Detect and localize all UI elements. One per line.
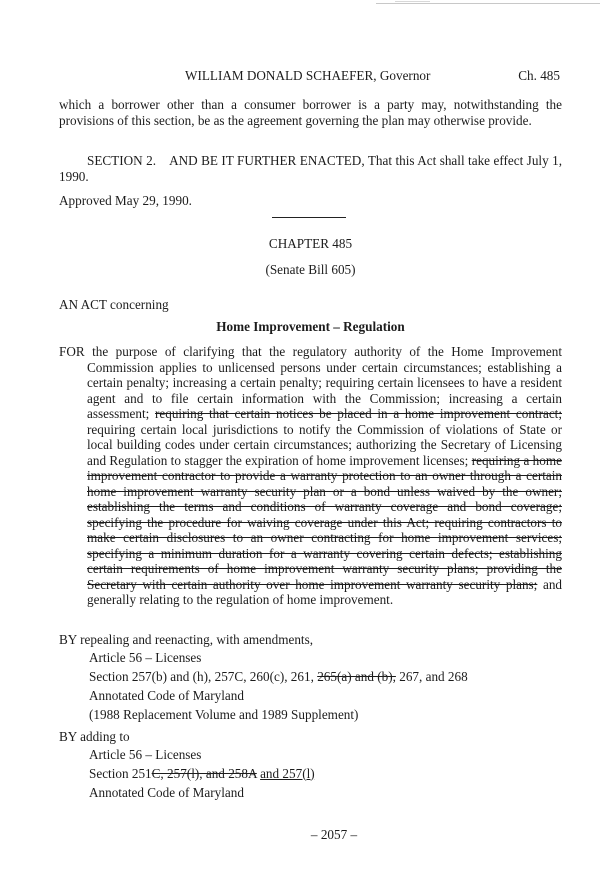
header-chapter-ref: Ch. 485 [518, 68, 560, 83]
repealing-section-prefix: Section 257(b) and (h), 257C, 260(c), 261, [89, 668, 314, 684]
subject-block [59, 319, 562, 335]
intro-paragraph-block [59, 97, 562, 128]
chapter-bill: (Senate Bill 605) [265, 262, 356, 277]
act-concerning: AN ACT concerning [59, 297, 169, 312]
adding-section-underlined: and 257(l) [260, 765, 315, 781]
adding-block [59, 729, 562, 802]
top-scan-line-short [395, 1, 430, 2]
section-2-paragraph [59, 153, 562, 184]
section-2-label: SECTION 2. [87, 153, 157, 168]
repealing-block [59, 632, 562, 724]
repealing-code: Annotated Code of Maryland [89, 687, 244, 703]
adding-section-prefix: Section 251 [89, 765, 152, 781]
chapter-bill-block [59, 262, 562, 278]
adding-article: Article 56 – Licenses [89, 746, 202, 762]
page-number: – 2057 – [310, 827, 358, 842]
act-concerning-block [59, 297, 562, 313]
repealing-section-struck: 265(a) and (b), [317, 668, 396, 684]
chapter-title-block [59, 236, 562, 252]
repealing-article: Article 56 – Licenses [89, 649, 202, 665]
header-governor: WILLIAM DONALD SCHAEFER, Governor [185, 68, 431, 83]
adding-section [89, 764, 562, 783]
purpose-paragraph [59, 344, 562, 608]
section-divider [272, 217, 346, 218]
act-subject: Home Improvement – Regulation [216, 319, 405, 334]
approved-date: Approved May 29, 1990. [59, 193, 192, 208]
purpose-text-1: the purpose of clarifying that the regulatory authority of the Home Improvement Commission applies to unlicensed persons under certain circumstances; establishing a certain penalty; increasing a certain penalty; requiring certain licensees to have a resident agent and to file certain information with the Commission; increasing a certain assessment; [87, 344, 563, 421]
section-2-block [59, 153, 562, 184]
repealing-section [89, 667, 562, 686]
chapter-title: CHAPTER 485 [268, 236, 353, 251]
section-2-text: AND BE IT FURTHER ENACTED, That this Act shall take effect July 1, 1990. [59, 153, 563, 184]
purpose-text-3: and generally relating to the regulation of home improvement. [87, 576, 563, 607]
purpose-block [59, 344, 562, 608]
adding-section-struck: C, 257(l), and 258A [151, 765, 257, 781]
intro-paragraph: which a borrower other than a consumer borrower is a party may, notwithstanding the provisions of this section, be as the agreement governing the plan may otherwise provide. [59, 97, 562, 128]
repealing-section-suffix: 267, and 268 [399, 668, 468, 684]
purpose-lead: FOR [59, 344, 85, 359]
purpose-struck-1: requiring that certain notices be placed in a home improvement contract; [154, 406, 562, 421]
repealing-volume: (1988 Replacement Volume and 1989 Supplement) [89, 706, 359, 722]
approved-block [59, 193, 562, 209]
purpose-text-2: requiring certain local jurisdictions to notify the Commission of violations of State or local building codes under certain circumstances; authorizing the Secretary of Licensing and Regulation to stagger the expiration of home improvement licenses; [87, 421, 562, 468]
repealing-lead: BY repealing and reenacting, with amendments, [59, 632, 314, 647]
top-scan-line [376, 3, 600, 4]
running-header [59, 68, 562, 84]
adding-code: Annotated Code of Maryland [89, 784, 244, 800]
purpose-struck-2: requiring a home improvement contractor to provide a warranty protection to an owner through a certain home improvement warranty security plan or a bond unless waived by the owner; establishing the terms and conditions of warranty coverage and bond coverage; specifying the procedure for waiving coverage under this Act; requiring contractors to make certain disclosures to an owner contracting for home improvement services; specifying a minimum duration for a warranty covering certain defects; establishing certain requirements of home improvement warranty security plans; providing the Secretary with certain authority over home improvement warranty security plans; [87, 452, 562, 592]
adding-lead: BY adding to [59, 729, 130, 744]
